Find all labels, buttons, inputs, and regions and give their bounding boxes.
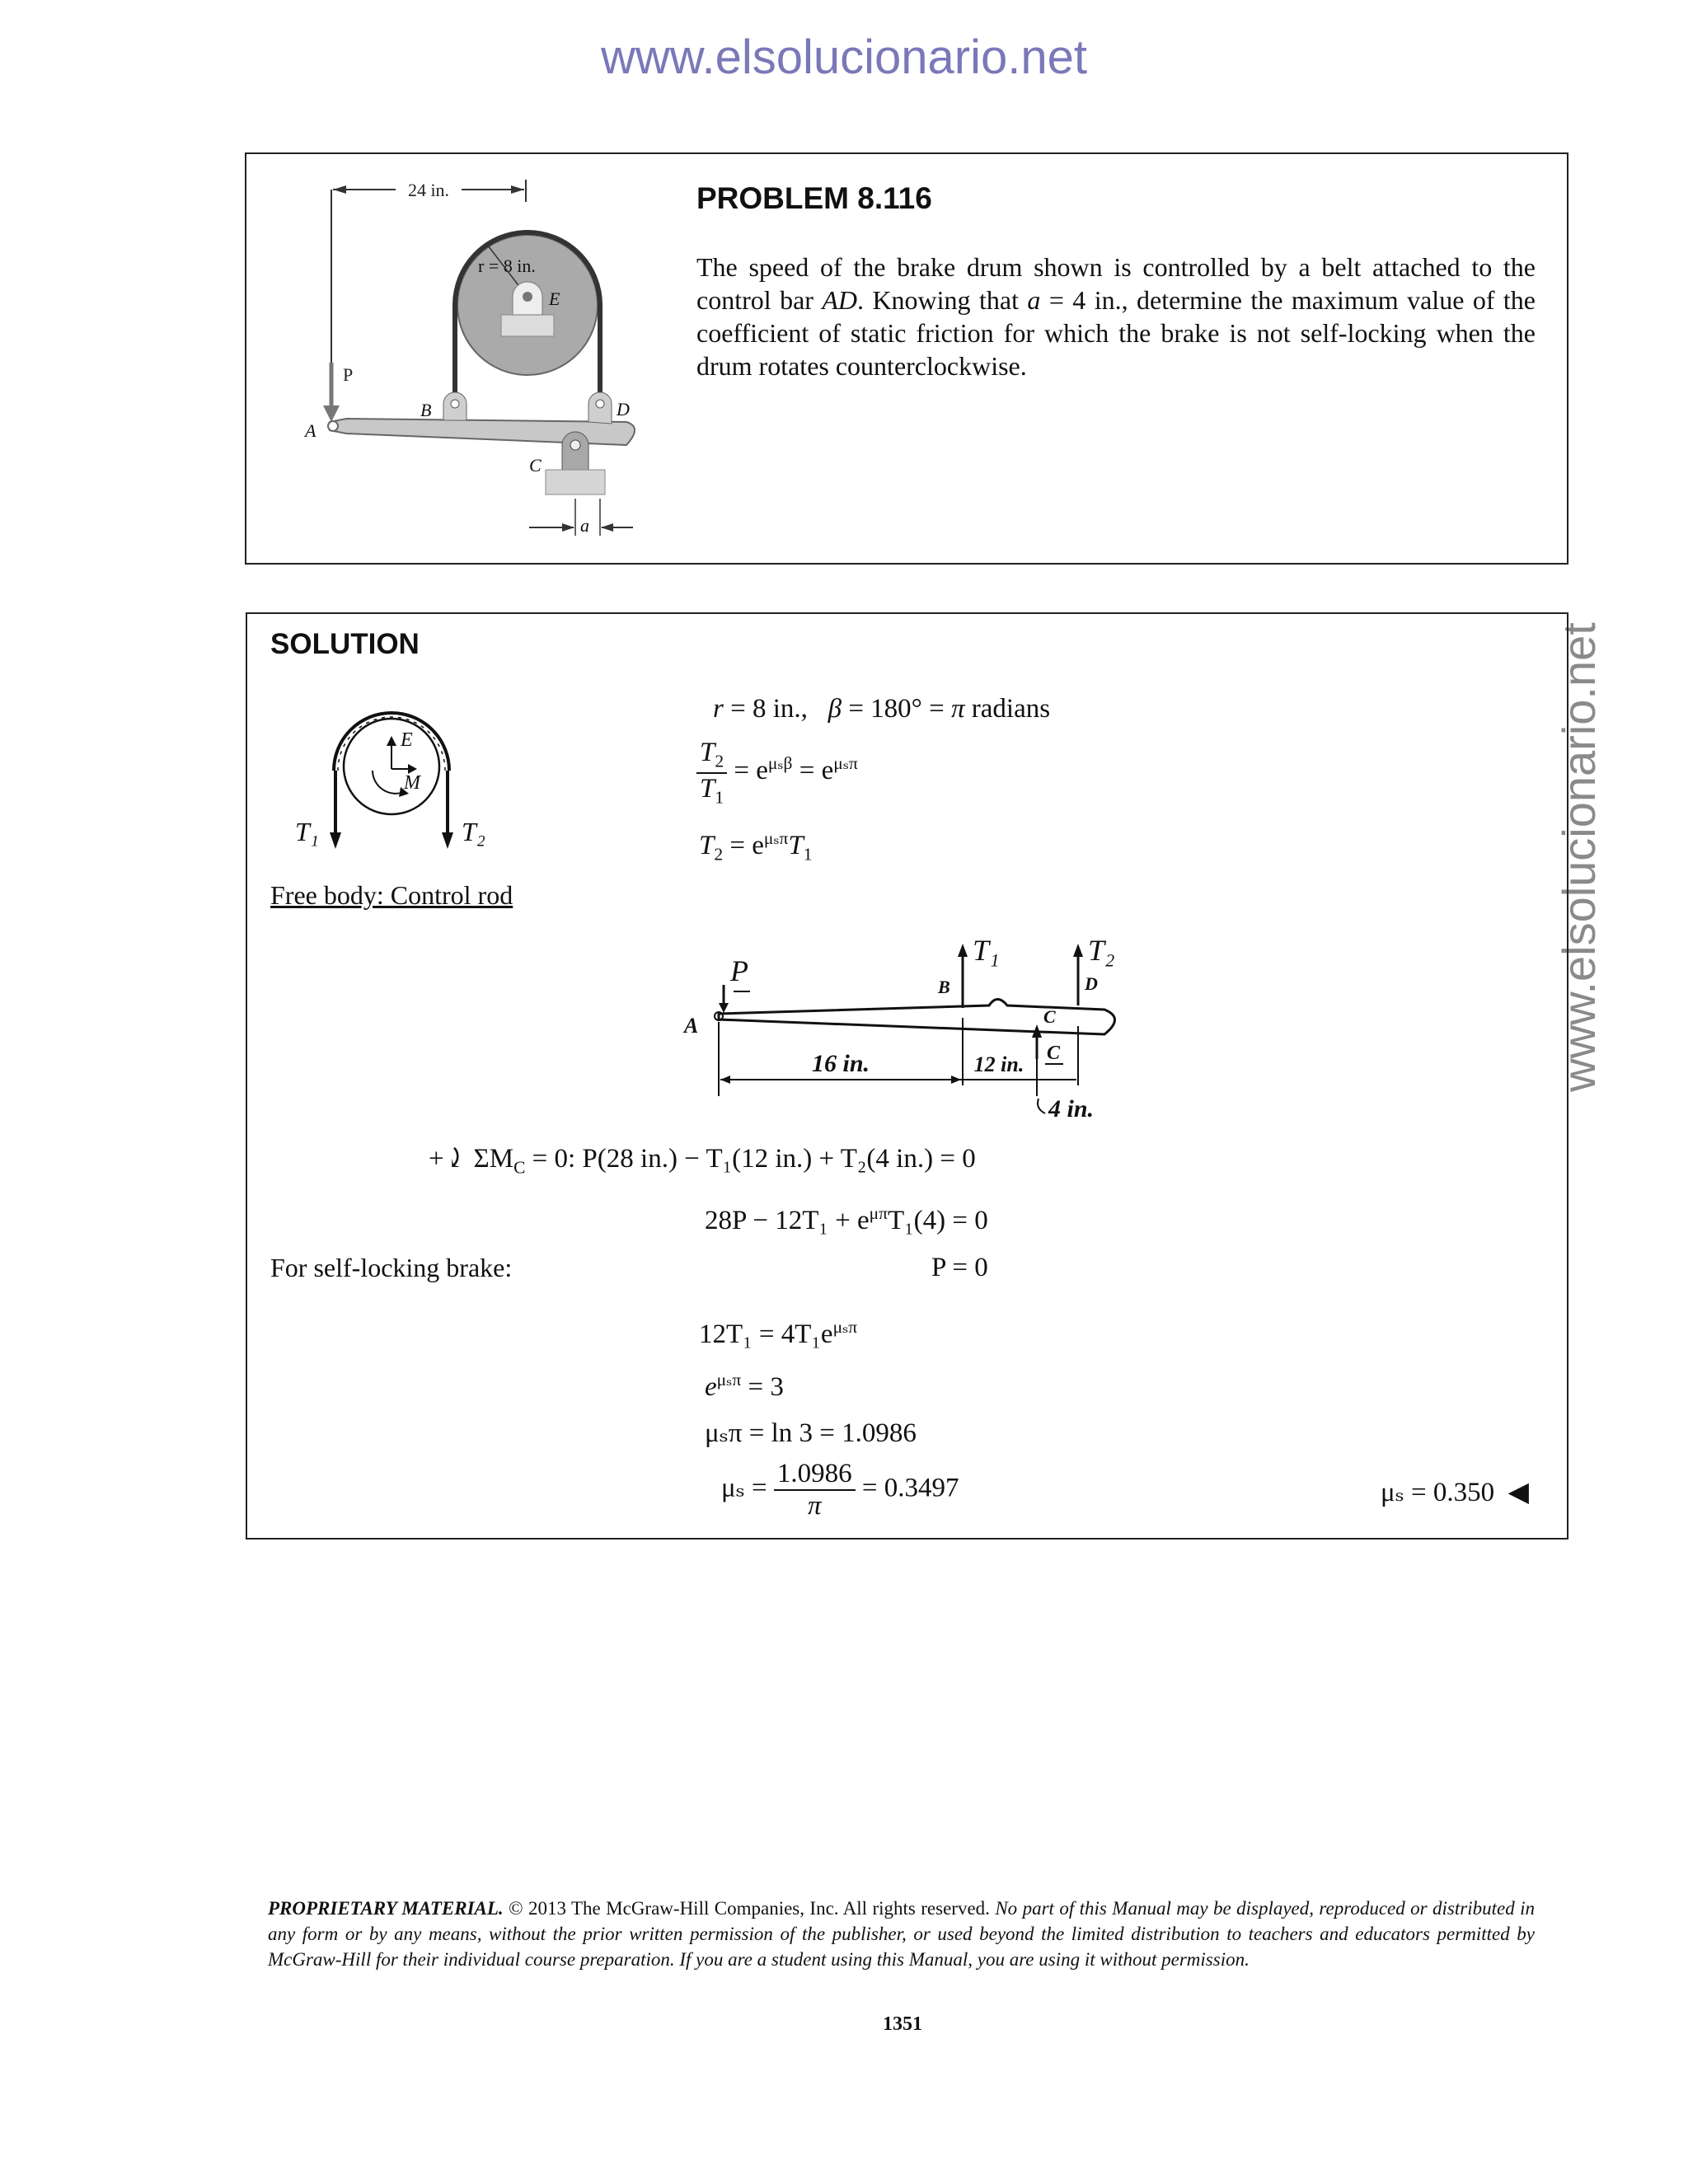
fbd-T2: T₂	[1088, 934, 1115, 967]
fbd-dim-16: 16 in.	[811, 1050, 870, 1077]
radius-label: r = 8 in.	[478, 255, 536, 276]
fbd-C: C	[1043, 1006, 1056, 1027]
sketch-E: E	[401, 729, 413, 751]
watermark-side: www.elsolucionario.net	[1553, 622, 1605, 1092]
fbd-diagram	[676, 927, 1137, 1129]
sketch-T2: T₂	[462, 817, 485, 846]
label-B: B	[420, 400, 432, 420]
problem-figure	[297, 165, 659, 552]
label-D: D	[617, 399, 630, 419]
fbd-P: P	[730, 954, 748, 987]
problem-title: PROBLEM 8.116	[696, 181, 932, 215]
watermark-top: www.elsolucionario.net	[601, 30, 1087, 84]
problem-statement: The speed of the brake drum shown is controlled by a belt attached to the control bar AD. Knowing that a = 4 in., determine the maximum value of the coefficient of static friction for which the brake is not self-locking when the drum rotates counterclockwise.	[696, 252, 1536, 381]
fbd-D: D	[1085, 973, 1098, 994]
fbd-T1: T₁	[973, 934, 1000, 967]
footer-copyright: PROPRIETARY MATERIAL. © 2013 The McGraw-Hill Companies, Inc. All rights reserved. No part of this Manual may be displayed, reproduced or distributed in any form or by any means, without the prior written permission of the publisher, or used beyond the limited distribution to teachers and educators permitted by McGraw-Hill for their individual course preparation. If you are a student using this Manual, you are using it without permission.	[268, 1898, 1535, 1970]
label-A: A	[305, 420, 316, 441]
eq-tension-ratio: $\frac{T_2}{T_1}$ = $e^{\mu_s\beta} = e^{\mu_s\pi}$	[696, 738, 858, 808]
label-E: E	[549, 288, 560, 309]
label-a: a	[580, 515, 589, 536]
answer-marker-icon: ◀	[1507, 1478, 1530, 1507]
drum-sketch	[280, 696, 519, 861]
dim-24: 24 in.	[407, 180, 450, 200]
eq-t2: $T_2 = e^{\mu_s\pi}T_1$	[699, 828, 813, 865]
fbd-A: A	[684, 1014, 699, 1038]
label-P: P	[343, 364, 354, 385]
eq-12T1: $12T_1 = 4T_1e^{\mu_s\pi}$	[699, 1317, 858, 1349]
label-C: C	[529, 455, 542, 476]
self-locking-label: For self-locking brake:	[270, 1253, 513, 1282]
eq-exp-3: $e^{\mu_s\pi} = 3$	[705, 1370, 784, 1402]
eq-ln3: μₛπ = ln 3 = 1.0986	[705, 1418, 917, 1448]
sketch-T1: T₁	[295, 817, 319, 846]
fbd-C-force: C	[1047, 1043, 1061, 1064]
solution-title: SOLUTION	[270, 628, 420, 660]
fbd-B: B	[938, 977, 950, 997]
eq-28P: $28P - 12T_1 + e^{\mu\pi}T_1(4) = 0$	[705, 1203, 988, 1235]
fbd-dim-12: 12 in.	[973, 1052, 1025, 1076]
fbd-label: Free body: Control rod	[270, 880, 513, 910]
page-number: 1351	[883, 2013, 922, 2035]
fbd-dim-4: 4 in.	[1048, 1095, 1095, 1122]
moment-equation: +⤸ $\Sigma M_C = 0$: P(28 in.) − T₁(12 in.) + T₂(4 in.) = 0	[429, 1144, 976, 1178]
eq-radius-beta: r = 8 in., β = 180° = π radians	[713, 694, 1051, 724]
self-locking-condition: P = 0	[931, 1253, 988, 1282]
eq-mu-value: μₛ = $\frac{1.0986}{\pi}$ = 0.3497	[721, 1459, 959, 1521]
final-answer: μₛ = 0.350 ◀	[1381, 1478, 1530, 1507]
sketch-M: M	[404, 772, 420, 794]
